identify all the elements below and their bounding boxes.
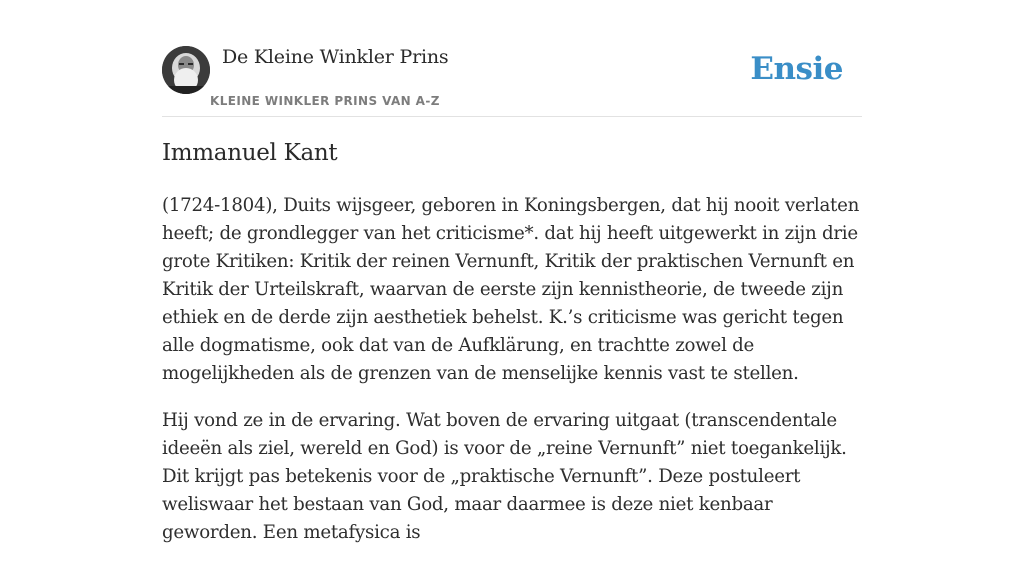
article-title: Immanuel Kant xyxy=(162,140,338,166)
avatar[interactable] xyxy=(162,46,210,94)
source-title[interactable]: De Kleine Winkler Prins xyxy=(222,46,449,68)
source-header xyxy=(162,0,862,117)
article-body xyxy=(162,192,862,566)
page xyxy=(162,0,862,543)
brand-logo[interactable]: Ensie xyxy=(750,51,843,87)
article-paragraph: Hij vond ze in de ervaring. Wat boven de ervaring uitgaat (transcendentale ideeën als ziel, wereld en God) is voor de „reine Vernunft” niet toegankelijk. Dit krijgt pas betekenis voor de „praktische Vernunft”. Deze postuleert weliswaar het bestaan van God, maar daarmee is deze niet kenbaar geworden. Een metafysica is xyxy=(162,410,847,543)
article-paragraph: (1724-1804), Duits wijsgeer, geboren in Koningsbergen, dat hij nooit verlaten heeft; de grondlegger van het criticisme*. dat hij heeft uitgewerkt in zijn drie grote Kritiken: Kritik der reinen Vernunft, Kritik der praktischen Vernunft en Kritik der Urteilskraft, waarvan de eerste zijn kennistheorie, de tweede zijn ethiek en de derde zijn aesthetiek behelst. K.’s criticisme was gericht tegen alle dogmatisme, ook dat van de Aufklärung, en trachtte zowel de mogelijkheden als de grenzen van de menselijke kennis vast te stellen. xyxy=(162,195,860,384)
bearded-man-portrait-icon xyxy=(162,46,210,94)
source-subtitle[interactable]: KLEINE WINKLER PRINS VAN A-Z xyxy=(210,94,440,108)
